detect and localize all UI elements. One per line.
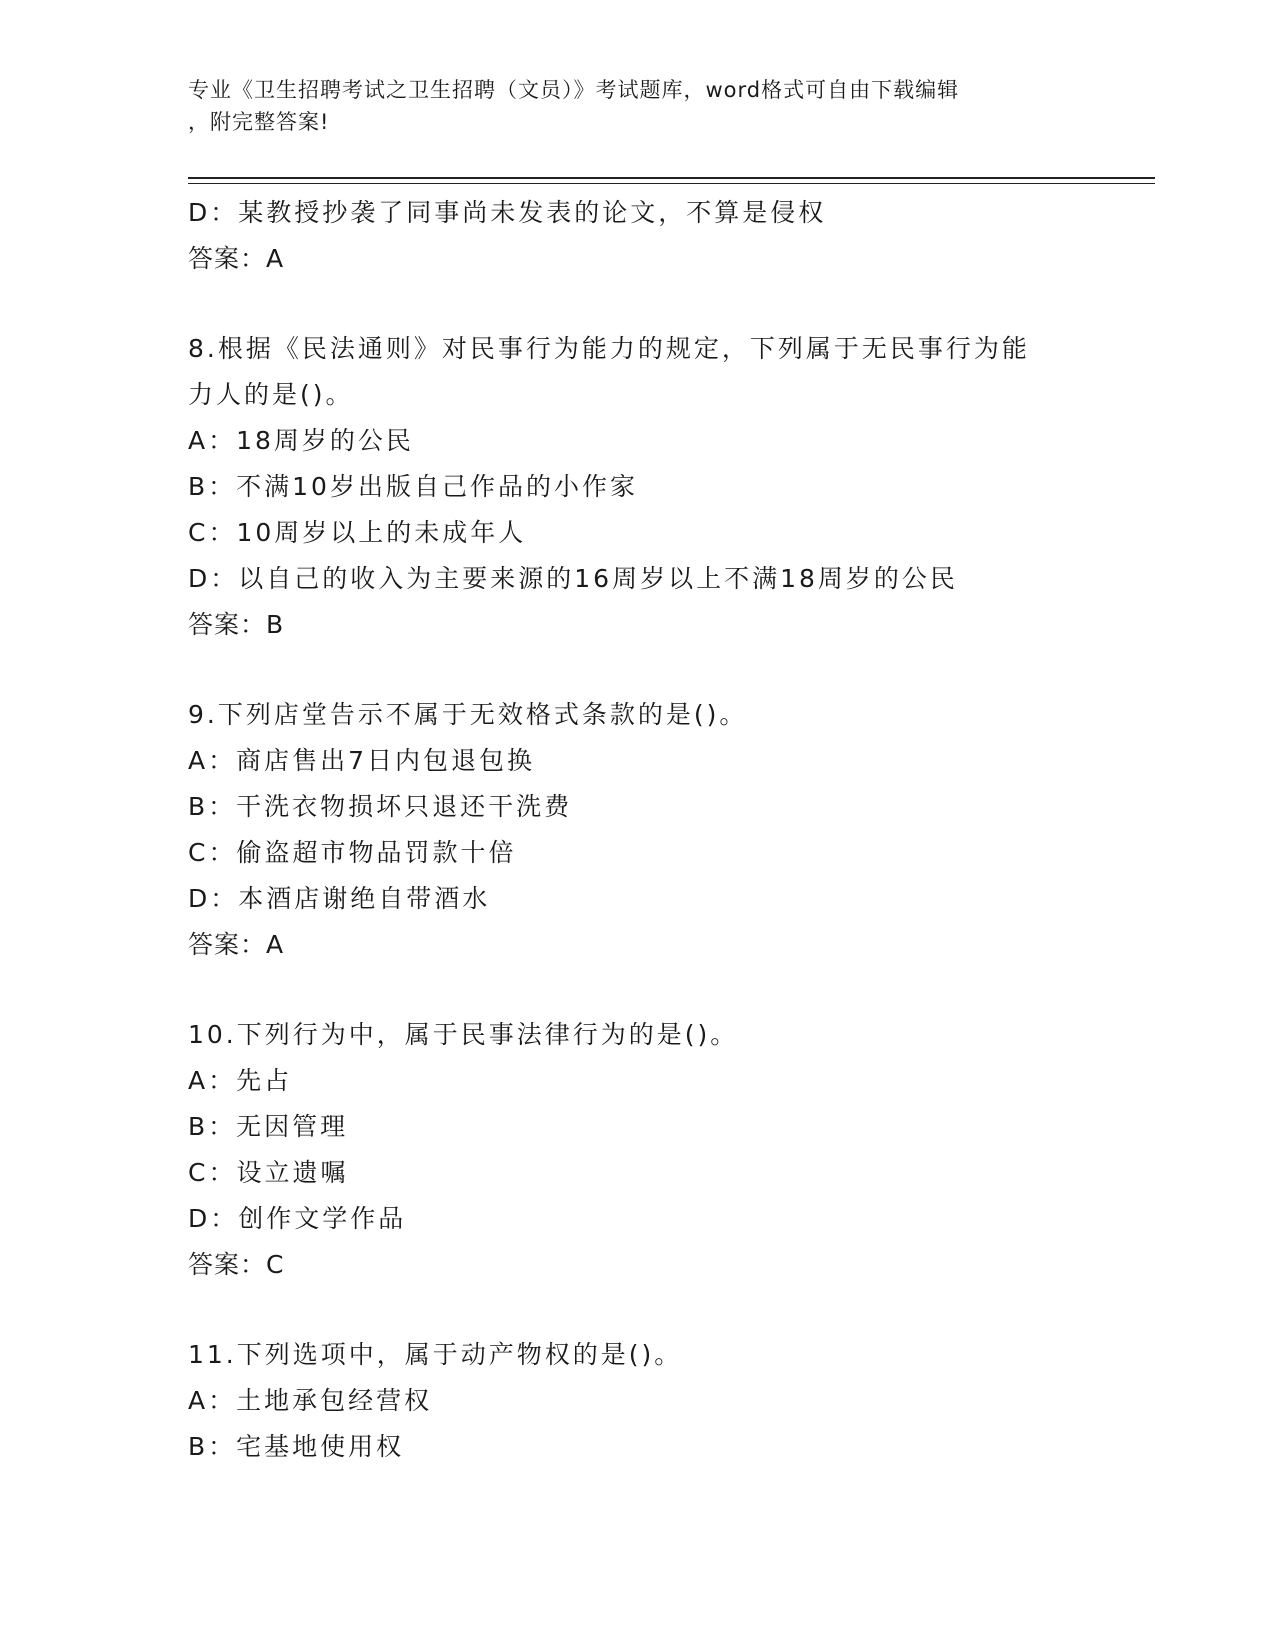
option-b: B：无因管理: [188, 1112, 349, 1141]
spacer: [188, 648, 1088, 692]
question-stem-continued: 力人的是()。: [188, 380, 354, 409]
option-c: C：10周岁以上的未成年人: [188, 518, 527, 547]
option-d: D：以自己的收入为主要来源的16周岁以上不满18周岁的公民: [188, 564, 958, 593]
answer-line: 答案：A: [188, 244, 285, 273]
option-b: B：干洗衣物损坏只退还干洗费: [188, 792, 573, 821]
question-stem: 11.下列选项中，属于动产物权的是()。: [188, 1340, 683, 1369]
option-b: B：不满10岁出版自己作品的小作家: [188, 472, 638, 501]
spacer: [188, 1288, 1088, 1332]
answer-line: 答案：A: [188, 930, 285, 959]
header-line-1: 专业《卫生招聘考试之卫生招聘（文员）》考试题库，word格式可自由下载编辑: [188, 78, 960, 102]
option-b: B：宅基地使用权: [188, 1432, 405, 1461]
option-a: A：先占: [188, 1066, 293, 1095]
question-7-tail: [188, 190, 1088, 282]
answer-line: 答案：B: [188, 610, 285, 639]
option-a: A：土地承包经营权: [188, 1386, 433, 1415]
question-stem: 9.下列店堂告示不属于无效格式条款的是()。: [188, 700, 748, 729]
question-9: [188, 692, 1088, 968]
header-line-2: ，附完整答案!: [188, 110, 330, 134]
spacer: [188, 282, 1088, 326]
header-divider-thick: [188, 177, 1155, 179]
option-d: D：某教授抄袭了同事尚未发表的论文，不算是侵权: [188, 198, 827, 227]
question-11: [188, 1332, 1088, 1470]
option-c: C：偷盗超市物品罚款十倍: [188, 838, 517, 867]
option-d: D：创作文学作品: [188, 1204, 407, 1233]
question-list: [188, 190, 1088, 1470]
question-10: [188, 1012, 1088, 1288]
answer-line: 答案：C: [188, 1250, 285, 1279]
header-divider-thin: [188, 183, 1155, 184]
question-8: [188, 326, 1088, 648]
option-a: A：18周岁的公民: [188, 426, 414, 455]
question-stem: 8.根据《民法通则》对民事行为能力的规定，下列属于无民事行为能: [188, 334, 1030, 363]
spacer: [188, 968, 1088, 1012]
question-stem: 10.下列行为中，属于民事法律行为的是()。: [188, 1020, 739, 1049]
document-header: [188, 74, 1088, 138]
option-c: C：设立遗嘱: [188, 1158, 349, 1187]
option-d: D：本酒店谢绝自带酒水: [188, 884, 491, 913]
option-a: A：商店售出7日内包退包换: [188, 746, 536, 775]
